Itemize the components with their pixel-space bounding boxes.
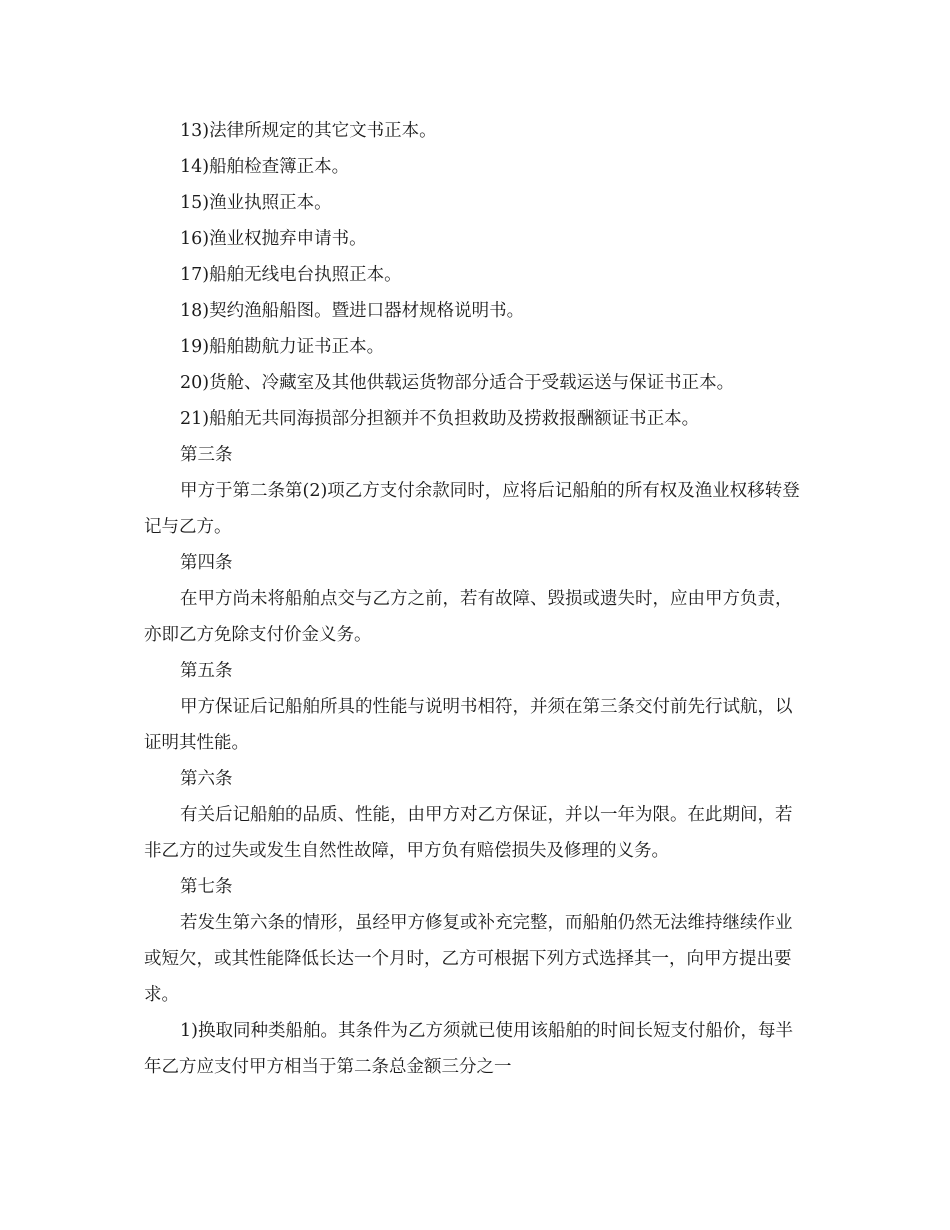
article-6-heading: 第六条: [180, 769, 233, 789]
article-6-body: 有关后记船舶的品质、性能，由甲方对乙方保证，并以一年为限。在此期间，若非乙方的过失或发生自然性故障，甲方负有赔偿损失及修理的义务。: [144, 805, 793, 861]
article-7-body: 若发生第六条的情形，虽经甲方修复或补充完整，而船舶仍然无法维持继续作业或短欠，或其性能降低长达一个月时，乙方可根据下列方式选择其一，向甲方提出要求。: [144, 913, 793, 1005]
article-5-heading: 第五条: [180, 661, 233, 681]
list-item-21: 21)船舶无共同海损部分担额并不负担救助及捞救报酬额证书正本。: [180, 409, 700, 429]
article-7-heading: 第七条: [180, 877, 233, 897]
document-body: [144, 113, 804, 1085]
list-item-15: 15)渔业执照正本。: [180, 193, 332, 213]
article-3-heading: 第三条: [180, 445, 233, 465]
list-item-13: 13)法律所规定的其它文书正本。: [180, 121, 437, 141]
article-7-item-1: 1)换取同种类船舶。其条件为乙方须就已使用该船舶的时间长短支付船价，每半年乙方应支付甲方相当于第二条总金额三分之一: [144, 1021, 793, 1077]
article-4-heading: 第四条: [180, 553, 233, 573]
article-5-body: 甲方保证后记船舶所具的性能与说明书相符，并须在第三条交付前先行试航，以证明其性能。: [144, 697, 793, 753]
list-item-19: 19)船舶勘航力证书正本。: [180, 337, 385, 357]
list-item-18: 18)契约渔船船图。暨进口器材规格说明书。: [180, 301, 525, 321]
list-item-20: 20)货舱、冷藏室及其他供载运货物部分适合于受载运送与保证书正本。: [180, 373, 735, 393]
article-3-body: 甲方于第二条第(2)项乙方支付余款同时，应将后记船舶的所有权及渔业权移转登记与乙方。: [144, 481, 800, 537]
list-item-16: 16)渔业权抛弃申请书。: [180, 229, 367, 249]
list-item-17: 17)船舶无线电台执照正本。: [180, 265, 402, 285]
list-item-14: 14)船舶检查簿正本。: [180, 157, 350, 177]
article-4-body: 在甲方尚未将船舶点交与乙方之前，若有故障、毁损或遗失时，应由甲方负责，亦即乙方免除支付价金义务。: [144, 589, 793, 645]
